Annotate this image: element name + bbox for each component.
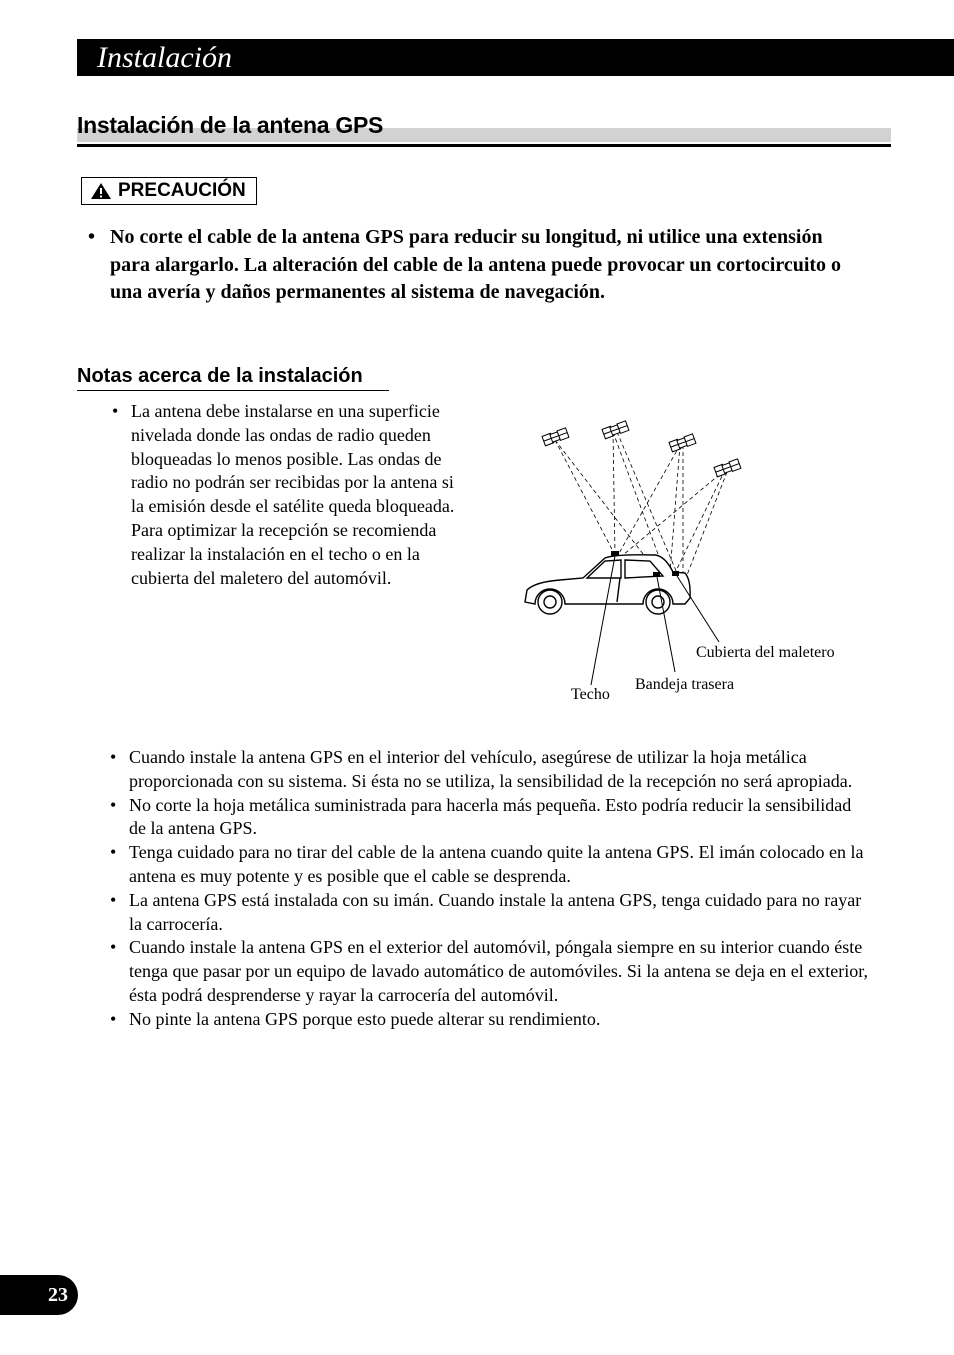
section-title: Instalación de la antena GPS <box>77 112 384 138</box>
list-item-text: Cuando instale la antena GPS en el interior del vehículo, asegúrese de utilizar la hoja metálica proporcionada con su sistema. Si ésta no se utiliza, la sensibilidad de la recepción no será apropiada. <box>129 747 853 791</box>
signal-lines <box>555 432 727 575</box>
bullet: • <box>88 226 96 248</box>
header-bar <box>77 39 954 76</box>
section-heading-rule <box>77 144 891 147</box>
list-item-text: Cuando instale la antena GPS en el exterior del automóvil, póngala siempre en su interior cuando éste tenga que pasar por un equipo de lavado automático de automóviles. Si la antena se deja en el exterior, ésta podrá desprenderse y rayar la carrocería del automóvil. <box>129 937 869 1005</box>
bullet: • <box>110 1008 117 1029</box>
warning-icon <box>90 182 112 200</box>
page-number: 23 <box>0 1275 78 1315</box>
trunk-label: Cubierta del maletero <box>696 644 835 661</box>
caution-text: No corte el cable de la antena GPS para reducir su longitud, ni utilice una extensión para alargarlo. La alteración del cable de la antena puede provocar un cortocircuito o una avería y daños permanentes al sistema de navegación. <box>110 226 842 303</box>
car-satellite-illustration <box>515 410 860 715</box>
roof-label: Techo <box>571 686 610 703</box>
caution-label: PRECAUCIÓN <box>118 180 246 201</box>
list-item <box>110 1008 870 1032</box>
bullet: • <box>110 794 117 815</box>
satellite-icons <box>542 421 741 477</box>
list-item-text: No corte la hoja metálica suministrada para hacerla más pequeña. Esto podría reducir la sensibilidad de la antena GPS. <box>129 794 852 839</box>
note-first-text: La antena debe instalarse en una superficie nivelada donde las ondas de radio queden bloqueadas lo menos posible. Las ondas de radio no podrán ser recibidas por la antena si la emisión desde el satélite queda bloqueada. Para optimizar la recepción se recomienda realizar la instalación en el techo o en la cubierta del maletero del automóvil. <box>131 401 455 588</box>
list-item <box>110 841 870 889</box>
rear-tray-label: Bandeja trasera <box>635 676 735 693</box>
notes-list <box>110 746 870 1032</box>
notes-title: Notas acerca de la instalación <box>77 365 389 391</box>
section-heading <box>77 112 891 148</box>
bullet: • <box>110 889 117 910</box>
header-title: Instalación <box>97 41 232 74</box>
car-outline <box>525 555 690 614</box>
bullet: • <box>110 747 117 767</box>
list-item <box>110 746 870 794</box>
list-item-text: Tenga cuidado para no tirar del cable de la antena cuando quite la antena GPS. El imán colocado en la antena es muy potente y es posible que el cable se desprenda. <box>129 842 864 886</box>
list-item <box>112 400 462 590</box>
list-item-text: La antena GPS está instalada con su imán. Cuando instale la antena GPS, tenga cuidado para no rayar la carrocería. <box>129 889 862 934</box>
caution-warning <box>88 224 858 307</box>
list-item-text: No pinte la antena GPS porque esto puede alterar su rendimiento. <box>129 1008 601 1029</box>
gps-installation-diagram <box>515 410 860 720</box>
bullet: • <box>112 401 119 421</box>
list-item <box>110 794 870 842</box>
bullet: • <box>110 842 117 863</box>
bullet: • <box>110 937 117 958</box>
caution-box <box>81 177 257 205</box>
list-item <box>110 889 870 937</box>
list-item <box>110 936 870 1007</box>
